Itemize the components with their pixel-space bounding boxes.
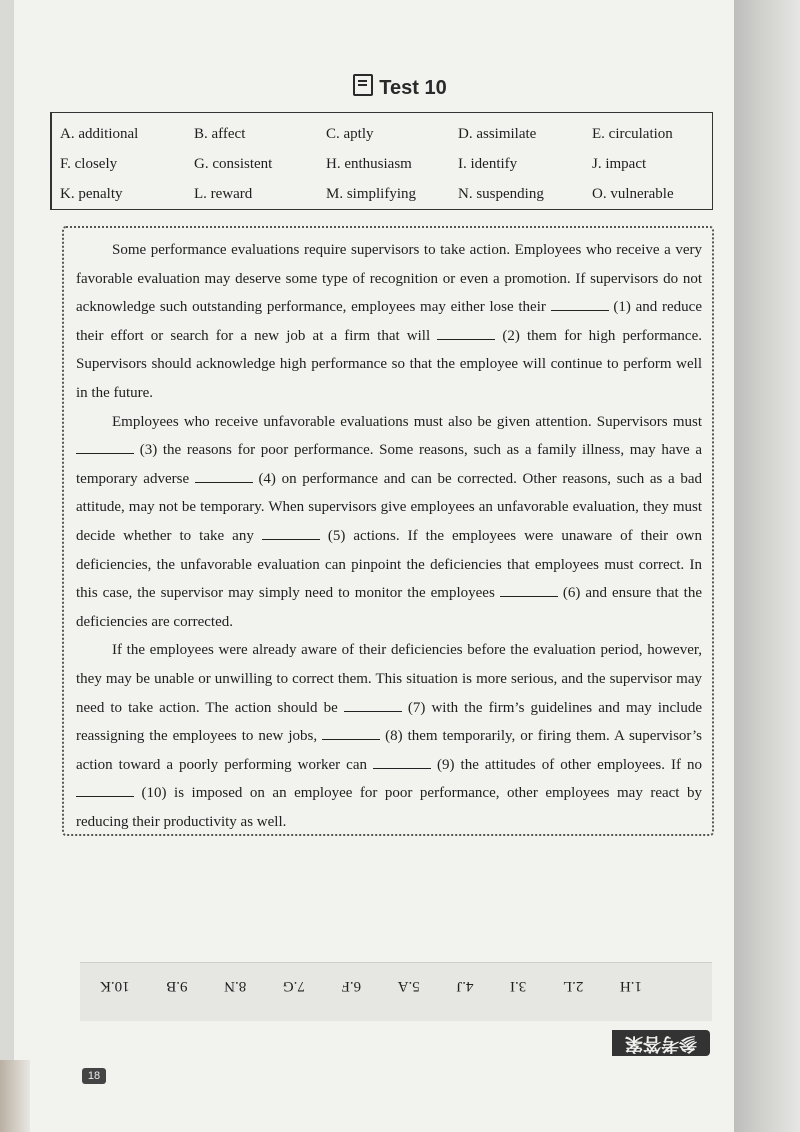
word-option: D. assimilate bbox=[458, 126, 537, 142]
word-option: E. circulation bbox=[592, 126, 673, 142]
page-edge-shadow bbox=[734, 0, 800, 1132]
answer-blank[interactable] bbox=[195, 470, 253, 483]
answer-item: 2.L bbox=[562, 978, 584, 994]
answer-item: 7.G bbox=[282, 978, 305, 994]
test-title: Test 10 bbox=[0, 74, 800, 100]
answer-item: 9.B bbox=[166, 978, 188, 994]
word-option: M. simplifying bbox=[326, 186, 417, 202]
paragraph-2: Employees who receive unfavorable evaluations must also be given attention. Supervisors must (3) the reasons for poor performance. Some reasons, such as a family illness, may have a temporary adverse (4) on performance and can be corrected. Other reasons, such as a bad attitude, may not be temporary. When supervisors give employees an unfavorable evaluation, they must decide whether to take any (5) actions. If the employees were unaware of their own deficiencies, the unfavorable evaluation can pinpoint the deficiencies that employees must correct. In this case, the supervisor may simply need to monitor the employees (6) and ensure that the deficiencies are corrected. bbox=[76, 413, 703, 630]
answer-key-label: 参考答案 bbox=[612, 1030, 710, 1056]
answer-blank[interactable] bbox=[76, 784, 134, 797]
passage-text bbox=[76, 236, 702, 836]
word-bank bbox=[50, 112, 713, 210]
word-option: G. consistent bbox=[194, 156, 273, 172]
word-option: B. affect bbox=[194, 126, 246, 142]
answer-blank[interactable] bbox=[322, 727, 380, 740]
word-option: H. enthusiasm bbox=[326, 156, 412, 172]
answer-item: 5.A bbox=[397, 978, 420, 994]
word-option: C. aptly bbox=[326, 126, 374, 142]
page-number: 18 bbox=[82, 1068, 106, 1084]
word-option: F. closely bbox=[60, 156, 118, 172]
answer-blank[interactable] bbox=[344, 699, 402, 712]
answer-item: 6.F bbox=[341, 978, 362, 994]
answer-item: 10.K bbox=[100, 978, 130, 994]
word-option: O. vulnerable bbox=[592, 186, 674, 202]
word-option: L. reward bbox=[194, 186, 253, 202]
answer-key-list bbox=[80, 977, 712, 994]
page-curl bbox=[0, 1060, 30, 1132]
word-option: K. penalty bbox=[60, 186, 123, 202]
answer-blank[interactable] bbox=[500, 584, 558, 597]
answer-key-strip bbox=[80, 962, 712, 1021]
word-option: J. impact bbox=[592, 156, 647, 172]
answer-item: 1.H bbox=[619, 978, 642, 994]
answer-item: 4.J bbox=[456, 978, 474, 994]
paragraph-1: Some performance evaluations require supervisors to take action. Employees who receive a very favorable evaluation may deserve some type of recognition or even a promotion. If supervisors do not acknowledge such outstanding performance, employees may either lose their (1) and reduce their effort or search for a new job at a firm that will (2) them for high performance. Supervisors should acknowledge high performance so that the employee will continue to perform well in the future. bbox=[76, 242, 702, 401]
answer-blank[interactable] bbox=[262, 527, 320, 540]
answer-blank[interactable] bbox=[551, 298, 609, 311]
document-icon bbox=[353, 74, 373, 96]
word-option: N. suspending bbox=[458, 186, 544, 202]
paragraph-3: If the employees were already aware of their deficiencies before the evaluation period, however, they may be unable or unwilling to correct them. This situation is more serious, and the supervisor may need to take action. The action should be (7) with the firm’s guidelines and may include reassigning the employees to new jobs, (8) them temporarily, or firing them. A supervisor’s action toward a poorly performing worker can (9) the attitudes of other employees. If no (10) is imposed on an employee for poor performance, other employees may react by reducing their productivity as well. bbox=[76, 642, 702, 830]
answer-blank[interactable] bbox=[76, 441, 134, 454]
word-option: A. additional bbox=[60, 126, 139, 142]
passage-box bbox=[62, 226, 714, 836]
answer-item: 3.I bbox=[510, 978, 527, 994]
answer-blank[interactable] bbox=[373, 756, 431, 769]
answer-blank[interactable] bbox=[437, 327, 495, 340]
answer-item: 8.N bbox=[224, 978, 247, 994]
word-option: I. identify bbox=[458, 156, 518, 172]
